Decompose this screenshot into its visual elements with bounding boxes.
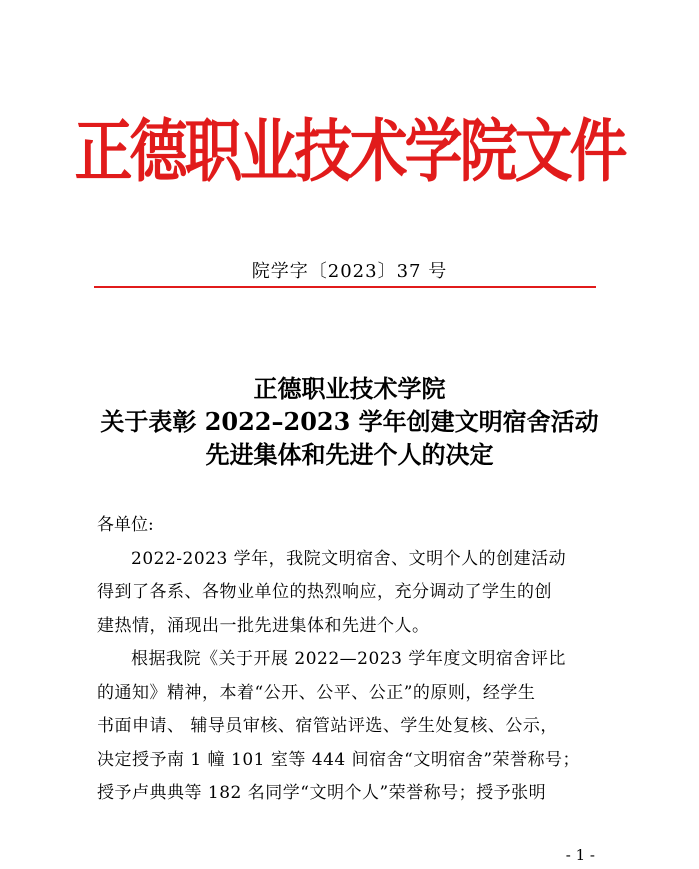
paragraph-line: 的通知》精神，本着“公开、公平、公正”的原则，经学生 (97, 682, 536, 703)
paragraph-line: 根据我院《关于开展 2022—2023 学年度文明宿舍评比 (131, 649, 566, 669)
heading-line-2: 关于表彰 2022–2023 学年创建文明宿舍活动 (100, 407, 599, 436)
page-number: - 1 - (565, 846, 595, 864)
header-divider (94, 286, 596, 288)
paragraph-line: 建热情，涌现出一批先进集体和先进个人。 (97, 615, 430, 636)
paragraph-1 (97, 543, 602, 644)
heading-line-3: 先进集体和先进个人的决定 (205, 440, 494, 469)
paragraph-line: 2022-2023 学年，我院文明宿舍、文明个人的创建活动 (131, 548, 567, 569)
heading-line-1: 正德职业技术学院 (253, 374, 446, 403)
paragraph-line: 决定授予南 1 幢 101 室等 444 间宿舍“文明宿舍”荣誉称号； (97, 749, 581, 770)
paragraph-line: 得到了各系、各物业单位的热烈响应，充分调动了学生的创 (97, 582, 552, 602)
document-header-title: 正德职业技术学院文件 (74, 111, 625, 192)
paragraph-2 (97, 643, 602, 811)
paragraph-line: 授予卢典典等 182 名同学“文明个人”荣誉称号；授予张明 (97, 783, 547, 803)
document-body (97, 509, 602, 811)
document-number: 院学字〔2023〕37 号 (251, 261, 448, 282)
salutation: 各单位: (97, 515, 154, 535)
paragraph-line: 书面申请、 辅导员审核、宿管站评选、学生处复核、公示， (97, 716, 558, 736)
document-heading (0, 372, 699, 471)
